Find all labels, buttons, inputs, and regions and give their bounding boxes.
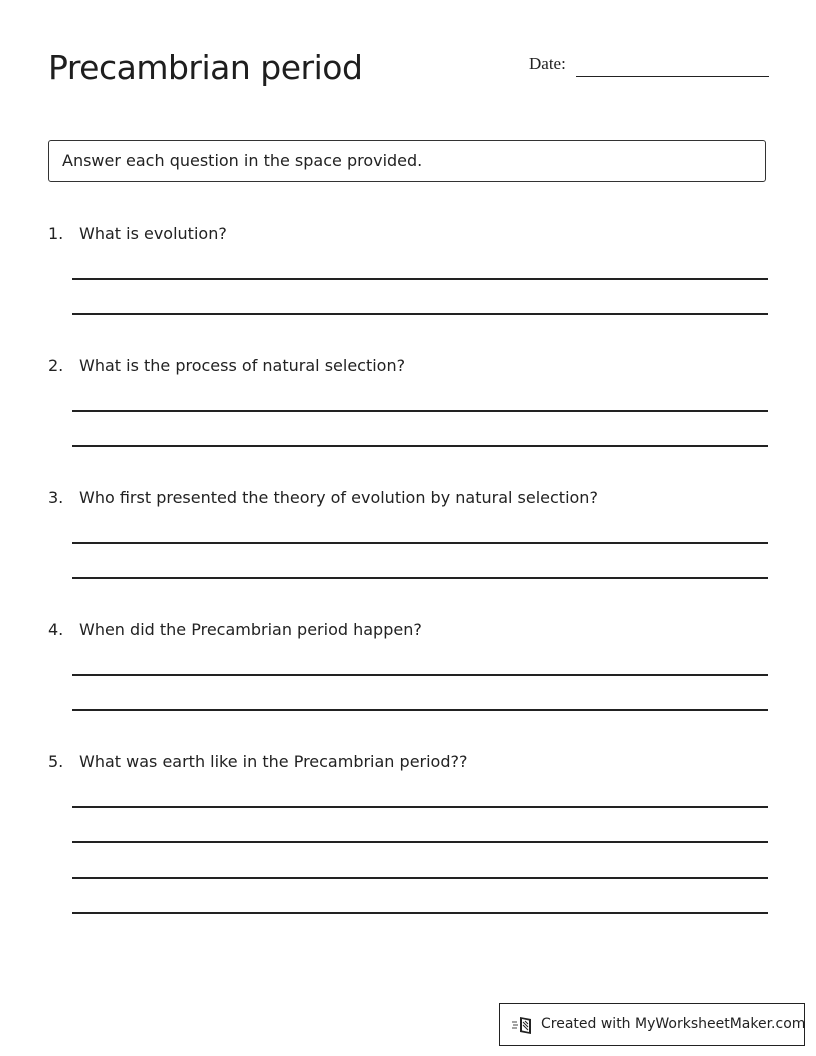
question-number: 1.	[48, 224, 64, 243]
instructions-text: Answer each question in the space provided.	[62, 151, 423, 170]
question-number: 3.	[48, 488, 64, 507]
answer-line	[72, 313, 768, 315]
answer-line	[72, 912, 768, 914]
question-text: When did the Precambrian period happen?	[79, 620, 422, 639]
date-label: Date:	[529, 54, 566, 73]
footer-credit	[499, 1003, 805, 1046]
answer-line	[72, 841, 768, 843]
question-text: Who first presented the theory of evolution by natural selection?	[79, 488, 598, 507]
answer-line	[72, 445, 768, 447]
worksheet-maker-logo-icon	[512, 1015, 534, 1035]
answer-line	[72, 278, 768, 280]
instructions-box	[48, 140, 766, 182]
question-number: 4.	[48, 620, 64, 639]
question-number: 5.	[48, 752, 64, 771]
answer-line	[72, 410, 768, 412]
answer-line	[72, 542, 768, 544]
answer-line	[72, 709, 768, 711]
answer-line	[72, 577, 768, 579]
question-text: What is the process of natural selection?	[79, 356, 406, 375]
answer-line	[72, 674, 768, 676]
question-number: 2.	[48, 356, 64, 375]
footer-text: Created with MyWorksheetMaker.com	[541, 1016, 806, 1032]
answer-line	[72, 806, 768, 808]
answer-line	[72, 877, 768, 879]
date-blank-line	[576, 76, 769, 77]
question-text: What is evolution?	[79, 224, 227, 243]
date-field	[529, 54, 769, 80]
question-text: What was earth like in the Precambrian period??	[79, 752, 468, 771]
worksheet-title: Precambrian period	[48, 48, 363, 87]
